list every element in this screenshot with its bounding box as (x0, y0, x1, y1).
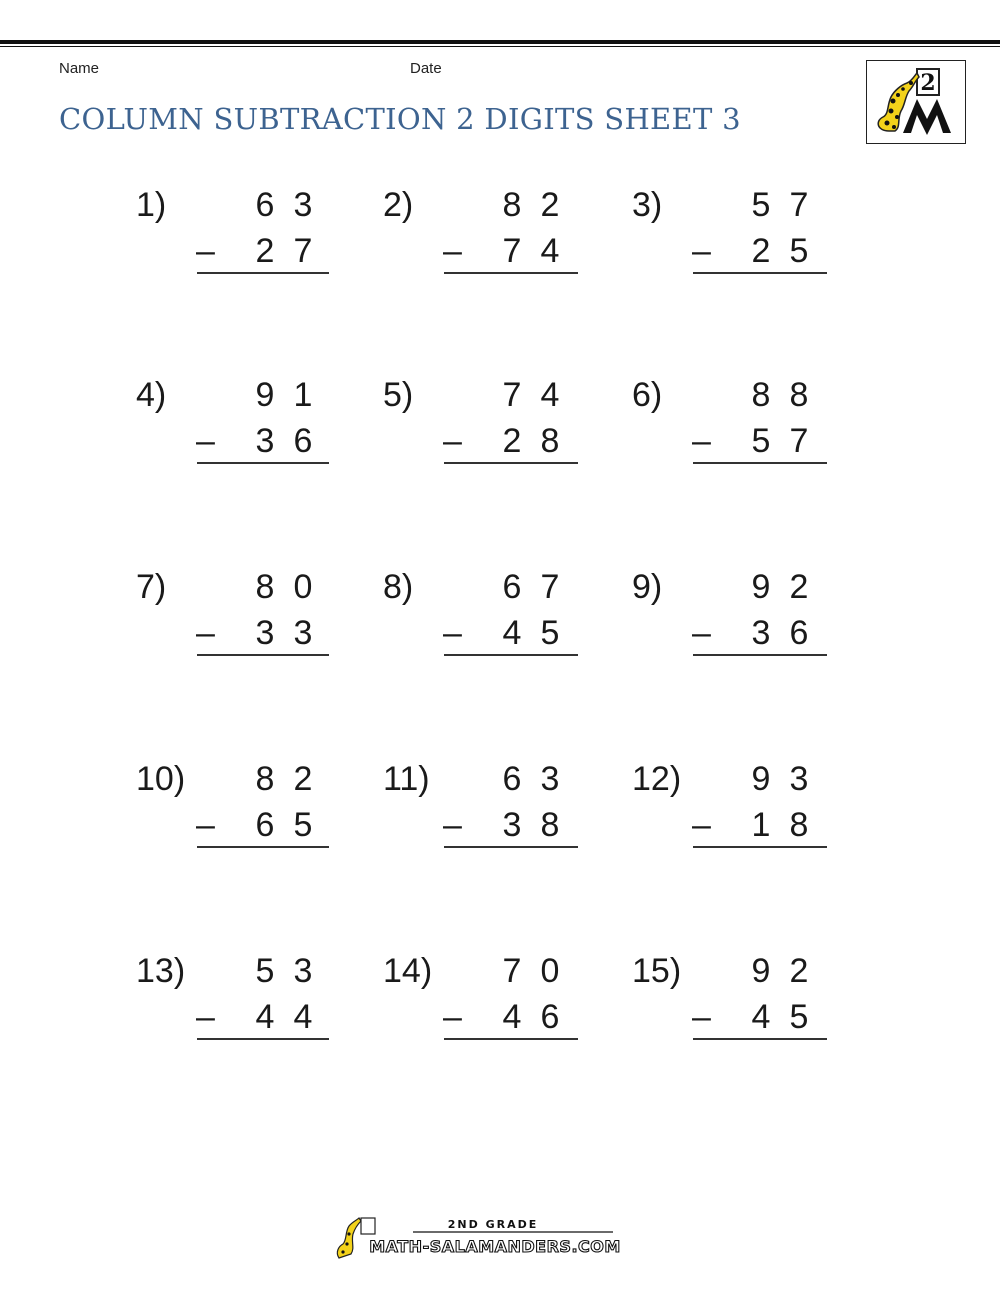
minuend (742, 568, 818, 607)
subtrahend (246, 614, 322, 653)
minuend (246, 760, 322, 799)
subtrahend (246, 806, 322, 845)
digit: 1 (751, 806, 771, 844)
minuend (493, 760, 569, 799)
digit: 3 (293, 186, 313, 224)
problem-number: 7) (136, 568, 167, 606)
problem-number: 14) (383, 952, 433, 990)
digit: 7 (293, 232, 313, 270)
digit: 4 (293, 998, 313, 1036)
minuend (493, 952, 569, 991)
problem-number: 13) (136, 952, 186, 990)
minus-sign: – (692, 998, 711, 1036)
answer-line (693, 1038, 827, 1040)
math-salamanders-icon (333, 1212, 623, 1262)
digit: 6 (540, 998, 560, 1036)
digit: 2 (255, 232, 275, 270)
problem-number: 11) (383, 760, 430, 798)
digit: 3 (293, 614, 313, 652)
footer-logo (333, 1212, 623, 1262)
minus-sign: – (443, 232, 462, 270)
digit: 5 (255, 952, 275, 990)
answer-line (693, 654, 827, 656)
minus-sign: – (692, 232, 711, 270)
minuend (742, 760, 818, 799)
minuend (493, 568, 569, 607)
minus-sign: – (443, 422, 462, 460)
minuend (493, 376, 569, 415)
digit: 1 (293, 376, 313, 414)
minuend (246, 186, 322, 225)
digit: 4 (502, 614, 522, 652)
digit: 9 (751, 760, 771, 798)
answer-line (444, 846, 578, 848)
subtrahend (493, 422, 569, 461)
minuend (493, 186, 569, 225)
minus-sign: – (443, 614, 462, 652)
digit: 6 (789, 614, 809, 652)
problem-5 (383, 376, 603, 486)
answer-line (197, 272, 329, 274)
digit: 7 (789, 422, 809, 460)
page-title: COLUMN SUBTRACTION 2 DIGITS SHEET 3 (59, 102, 741, 136)
logo-digit: 2 (920, 70, 936, 96)
problem-number: 6) (632, 376, 663, 414)
problem-number: 4) (136, 376, 167, 414)
digit: 2 (789, 952, 809, 990)
digit: 2 (751, 232, 771, 270)
answer-line (197, 462, 329, 464)
problem-11 (383, 760, 603, 870)
digit: 9 (751, 952, 771, 990)
digit: 4 (540, 232, 560, 270)
top-border-thick (0, 40, 1000, 44)
minus-sign: – (196, 232, 215, 270)
answer-line (444, 272, 578, 274)
minuend (246, 568, 322, 607)
minuend (742, 186, 818, 225)
digit: 3 (751, 614, 771, 652)
digit: 8 (789, 376, 809, 414)
digit: 4 (751, 998, 771, 1036)
digit: 3 (255, 614, 275, 652)
minus-sign: – (196, 998, 215, 1036)
digit: 8 (502, 186, 522, 224)
digit: 6 (293, 422, 313, 460)
date-label: Date (410, 60, 442, 77)
problem-8 (383, 568, 603, 678)
subtrahend (742, 614, 818, 653)
digit: 5 (789, 998, 809, 1036)
name-label: Name (59, 60, 100, 77)
minuend (246, 376, 322, 415)
answer-line (693, 846, 827, 848)
problem-number: 2) (383, 186, 414, 224)
digit: 9 (255, 376, 275, 414)
digit: 8 (255, 760, 275, 798)
answer-line (693, 462, 827, 464)
problem-number: 1) (136, 186, 167, 224)
problem-number: 15) (632, 952, 682, 990)
minus-sign: – (196, 422, 215, 460)
digit: 3 (540, 760, 560, 798)
digit: 8 (789, 806, 809, 844)
digit: 4 (502, 998, 522, 1036)
digit: 2 (502, 422, 522, 460)
problem-10 (136, 760, 356, 870)
footer-grade-text: 2ND GRADE (447, 1218, 539, 1231)
problem-number: 12) (632, 760, 682, 798)
answer-line (197, 654, 329, 656)
answer-line (444, 462, 578, 464)
minuend (742, 952, 818, 991)
subtrahend (493, 614, 569, 653)
minuend (246, 952, 322, 991)
problem-15 (632, 952, 852, 1062)
top-border-thin (0, 46, 1000, 47)
digit: 8 (751, 376, 771, 414)
answer-line (444, 654, 578, 656)
digit: 0 (540, 952, 560, 990)
digit: 8 (540, 806, 560, 844)
digit: 4 (255, 998, 275, 1036)
minus-sign: – (692, 614, 711, 652)
answer-line (444, 1038, 578, 1040)
subtrahend (246, 232, 322, 271)
digit: 2 (293, 760, 313, 798)
digit: 2 (789, 568, 809, 606)
digit: 8 (255, 568, 275, 606)
problem-1 (136, 186, 356, 296)
digit: 7 (502, 376, 522, 414)
problem-6 (632, 376, 852, 486)
digit: 5 (293, 806, 313, 844)
digit: 6 (502, 760, 522, 798)
digit: 6 (255, 186, 275, 224)
subtrahend (742, 422, 818, 461)
problem-number: 10) (136, 760, 186, 798)
problem-number: 9) (632, 568, 663, 606)
digit: 3 (255, 422, 275, 460)
subtrahend (493, 806, 569, 845)
digit: 7 (540, 568, 560, 606)
digit: 5 (751, 186, 771, 224)
minus-sign: – (196, 806, 215, 844)
digit: 7 (502, 952, 522, 990)
minuend (742, 376, 818, 415)
problem-4 (136, 376, 356, 486)
digit: 5 (789, 232, 809, 270)
digit: 5 (751, 422, 771, 460)
minus-sign: – (196, 614, 215, 652)
minus-sign: – (443, 806, 462, 844)
digit: 3 (293, 952, 313, 990)
digit: 3 (502, 806, 522, 844)
digit: 9 (751, 568, 771, 606)
salamander-logo (866, 60, 966, 144)
problem-7 (136, 568, 356, 678)
problem-2 (383, 186, 603, 296)
digit: 7 (789, 186, 809, 224)
answer-line (197, 846, 329, 848)
problem-9 (632, 568, 852, 678)
digit: 8 (540, 422, 560, 460)
digit: 0 (293, 568, 313, 606)
digit: 4 (540, 376, 560, 414)
subtrahend (493, 998, 569, 1037)
digit: 2 (540, 186, 560, 224)
problem-number: 8) (383, 568, 414, 606)
problem-14 (383, 952, 603, 1062)
answer-line (693, 272, 827, 274)
salamander-grade-icon (867, 61, 964, 142)
problem-13 (136, 952, 356, 1062)
minus-sign: – (692, 422, 711, 460)
subtrahend (493, 232, 569, 271)
problem-12 (632, 760, 852, 870)
digit: 5 (540, 614, 560, 652)
footer-site-text: MATH-SALAMANDERS.COM (369, 1237, 621, 1256)
subtrahend (742, 998, 818, 1037)
minus-sign: – (692, 806, 711, 844)
subtrahend (246, 998, 322, 1037)
answer-line (197, 1038, 329, 1040)
problem-3 (632, 186, 852, 296)
subtrahend (246, 422, 322, 461)
problem-number: 5) (383, 376, 414, 414)
digit: 6 (502, 568, 522, 606)
problem-number: 3) (632, 186, 663, 224)
digit: 3 (789, 760, 809, 798)
subtrahend (742, 806, 818, 845)
digit: 6 (255, 806, 275, 844)
subtrahend (742, 232, 818, 271)
digit: 7 (502, 232, 522, 270)
minus-sign: – (443, 998, 462, 1036)
